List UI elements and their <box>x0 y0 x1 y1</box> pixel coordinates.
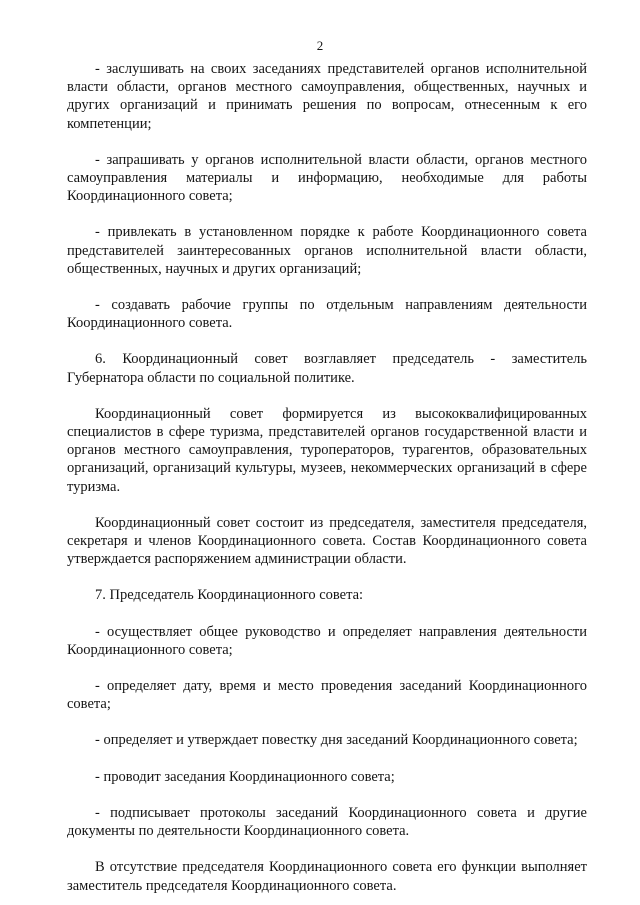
paragraph-sign-protocols: - подписывает протоколы заседаний Координационного совета и другие документы по деятельности Координационного совета. <box>67 804 587 840</box>
paragraph-council-formation: Координационный совет формируется из высококвалифицированных специалистов в сфере туризма, представителей органов государственной власти и органов местного самоуправления, туроператоров, турагентов, образовательных организаций, организаций культуры, музеев, некоммерческих организаций в сфере туризма. <box>67 405 587 495</box>
document-body <box>67 60 587 895</box>
page-number: 2 <box>316 38 324 53</box>
paragraph-item-7-heading: 7. Председатель Координационного совета: <box>95 587 364 604</box>
paragraph-council-composition: Координационный совет состоит из председателя, заместителя председателя, секретаря и членов Координационного совета. Состав Координационного совета утверждается распоряжением администрации области. <box>67 514 587 568</box>
paragraph-hear-representatives: - заслушивать на своих заседаниях представителей органов исполнительной власти области, органов местного самоуправления, общественных, научных и других организаций и принимать решения по вопросам, отнесенным к его компетенции; <box>67 61 587 132</box>
paragraph-approve-agenda: - определяет и утверждает повестку дня заседаний Координационного совета; <box>95 732 578 749</box>
paragraph-deputy-functions: В отсутствие председателя Координационного совета его функции выполняет заместитель председателя Координационного совета. <box>67 859 587 894</box>
paragraph-create-working-groups: - создавать рабочие группы по отдельным направлениям деятельности Координационного совета. <box>67 297 587 332</box>
paragraph-involve-representatives: - привлекать в установленном порядке к работе Координационного совета представителей заинтересованных органов исполнительной власти области, общественных, научных и других организаций; <box>67 224 587 277</box>
paragraph-request-materials: - запрашивать у органов исполнительной власти области, органов местного самоуправления материалы и информацию, необходимые для работы Координационного совета; <box>67 151 587 205</box>
paragraph-general-management: - осуществляет общее руководство и определяет направления деятельности Координационного совета; <box>67 623 587 658</box>
paragraph-define-date-place: - определяет дату, время и место проведения заседаний Координационного совета; <box>67 678 587 713</box>
paragraph-conduct-meetings: - проводит заседания Координационного совета; <box>95 768 395 785</box>
paragraph-item-6-chairman: 6. Координационный совет возглавляет председатель - заместитель Губернатора области по социальной политике. <box>67 351 587 386</box>
